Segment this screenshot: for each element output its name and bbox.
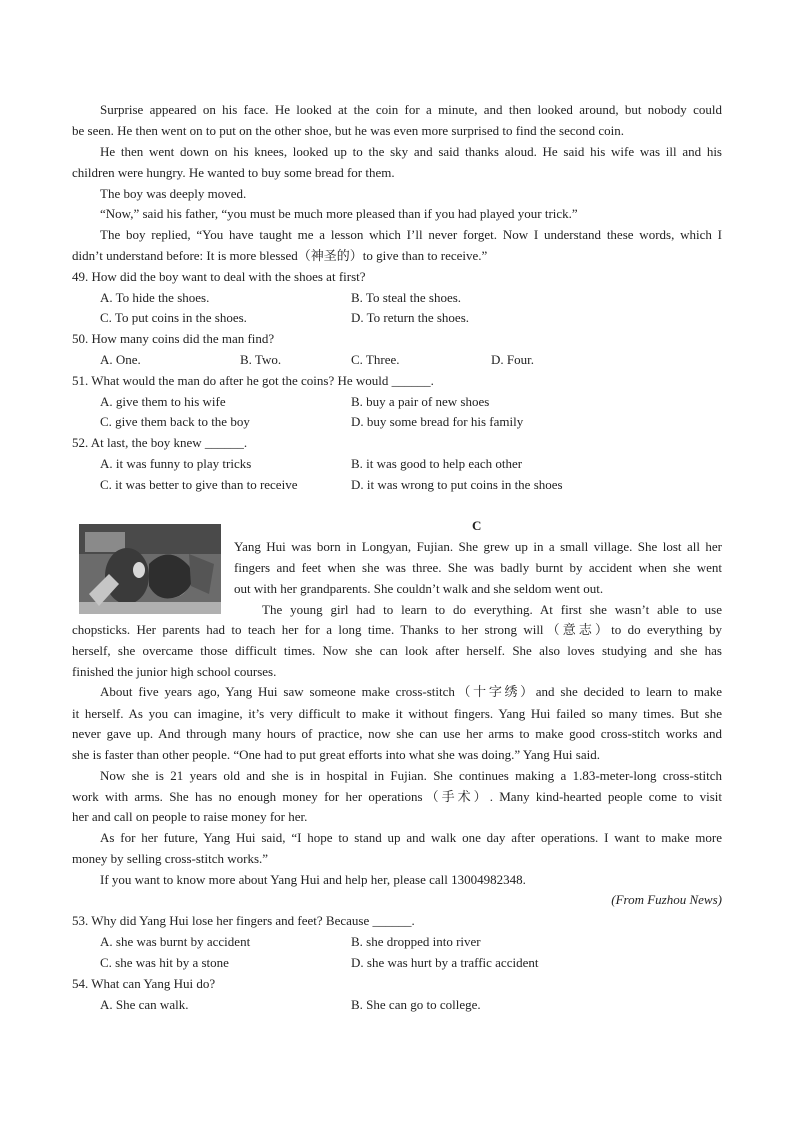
q49-option-c: C. To put coins in the shoes. [100, 310, 247, 325]
passage-c-line-6: herself, she overcame those difficult times. Now she can look after herself. She also loves studying and she has [72, 643, 722, 658]
passage-c-line-3: out with her grandparents. She couldn’t walk and she seldom went out. [234, 581, 604, 596]
question-53: 53. Why did Yang Hui lose her fingers and feet? Because ______. [72, 913, 415, 928]
q51-option-c: C. give them back to the boy [100, 414, 250, 429]
passage-b-line-5: The boy was deeply moved. [100, 186, 247, 201]
q50-option-a: A. One. [100, 352, 141, 367]
q49-option-d: D. To return the shoes. [351, 310, 469, 325]
question-52: 52. At last, the boy knew ______. [72, 435, 248, 450]
passage-b-line-1: Surprise appeared on his face. He looked at the coin for a minute, and then looked around, but nobody could [100, 102, 722, 117]
q52-option-d: D. it was wrong to put coins in the shoes [351, 477, 563, 492]
passage-c-line-1: Yang Hui was born in Longyan, Fujian. She grew up in a small village. She lost all her [234, 539, 722, 554]
q51-option-d: D. buy some bread for his family [351, 414, 524, 429]
q54-option-a: A. She can walk. [100, 997, 189, 1012]
passage-b-line-8: didn’t understand before: It is more blessed（神圣的）to give than to receive.” [72, 248, 488, 263]
q53-option-a: A. she was burnt by accident [100, 934, 251, 949]
passage-c-line-14: her and call on people to raise money for her. [72, 809, 308, 824]
q53-option-d: D. she was hurt by a traffic accident [351, 955, 539, 970]
passage-c-line-7: finished the junior high school courses. [72, 664, 277, 679]
q49-option-a: A. To hide the shoes. [100, 290, 210, 305]
q51-option-a: A. give them to his wife [100, 394, 226, 409]
question-50: 50. How many coins did the man find? [72, 331, 275, 346]
passage-b-line-3: He then went down on his knees, looked up to the sky and said thanks aloud. He said his wife was ill and his [100, 144, 722, 159]
q54-option-b: B. She can go to college. [351, 997, 481, 1012]
passage-c-line-11: she is faster than other people. “One had to put great efforts into what she was doing.” Yang Hui said. [72, 747, 600, 762]
q53-option-c: C. she was hit by a stone [100, 955, 229, 970]
passage-c-line-17: If you want to know more about Yang Hui and help her, please call 13004982348. [100, 872, 526, 887]
passage-b-line-6: “Now,” said his father, “you must be much more pleased than if you had played your trick.” [100, 206, 578, 221]
passage-b-line-2: be seen. He then went on to put on the other shoe, but he was even more surprised to find the second coin. [72, 123, 624, 138]
passage-c-line-5: chopsticks. Her parents had to teach her for a long time. Thanks to her strong will（意志）to do everything by [72, 622, 722, 637]
q50-option-c: C. Three. [351, 352, 400, 367]
q52-option-c: C. it was better to give than to receive [100, 477, 298, 492]
passage-c-line-15: As for her future, Yang Hui said, “I hope to stand up and walk one day after operations. I want to make more [100, 830, 722, 845]
q52-option-b: B. it was good to help each other [351, 456, 523, 471]
section-title-c: C [472, 518, 482, 533]
passage-c-line-8: About five years ago, Yang Hui saw someone make cross-stitch（十字绣）and she decided to learn to make [100, 684, 722, 699]
passage-c-line-13: work with arms. She has no enough money for her operations（手术）. Many kind-hearted people come to visit [72, 789, 722, 804]
passage-photo [79, 524, 221, 614]
passage-c-line-10: never gave up. And through many hours of practice, now she can use her arms to make good cross-stitch works and [72, 726, 722, 741]
q50-option-d: D. Four. [491, 352, 534, 367]
q50-option-b: B. Two. [240, 352, 282, 367]
photo-illustration [79, 524, 221, 614]
question-49: 49. How did the boy want to deal with the shoes at first? [72, 269, 366, 284]
q49-option-b: B. To steal the shoes. [351, 290, 462, 305]
passage-c-line-12: Now she is 21 years old and she is in hospital in Fujian. She continues making a 1.83-meter-long cross-stitch [100, 768, 722, 783]
question-54: 54. What can Yang Hui do? [72, 976, 216, 991]
q51-option-b: B. buy a pair of new shoes [351, 394, 490, 409]
q53-option-b: B. she dropped into river [351, 934, 481, 949]
q52-option-a: A. it was funny to play tricks [100, 456, 252, 471]
passage-c-line-4: The young girl had to learn to do everything. At first she wasn’t able to use [262, 602, 722, 617]
passage-c-line-2: fingers and feet when she was three. She was badly burnt by accident when she went [234, 560, 722, 575]
passage-b-line-4: children were hungry. He wanted to buy some bread for them. [72, 165, 395, 180]
passage-c-line-9: it herself. As you can imagine, it’s very difficult to make it without fingers. Yang Hui failed so many times. But she [72, 706, 722, 721]
source-citation: (From Fuzhou News) [611, 892, 722, 907]
passage-b-line-7: The boy replied, “You have taught me a lesson which I’ll never forget. Now I understand these words, which I [100, 227, 722, 242]
passage-c-line-16: money by selling cross-stitch works.” [72, 851, 269, 866]
question-51: 51. What would the man do after he got the coins? He would ______. [72, 373, 434, 388]
